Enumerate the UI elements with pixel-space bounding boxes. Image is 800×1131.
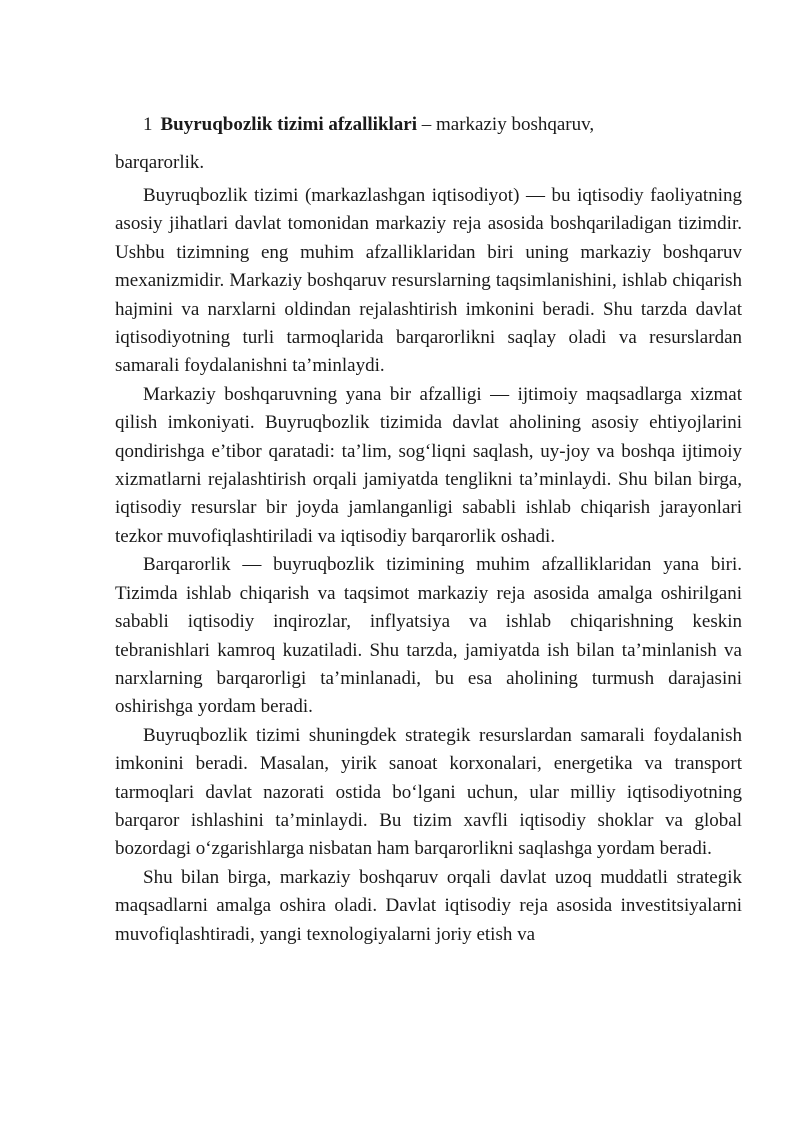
section-title: Buyruqbozlik tizimi afzalliklari: [160, 114, 418, 135]
section-title-rest: – markaziy boshqaruv,: [421, 114, 595, 135]
paragraph-1: Buyruqbozlik tizimi (markazlashgan iqtisodiyot) — bu iqtisodiy faoliyatning asosiy jihatlari davlat tomonidan markaziy reja asosida boshqariladigan tizimdir. Ushbu tizimning eng muhim afzalliklaridan biri uning markaziy boshqaruv mexanizmidir. Markaziy boshqaruv resurslarning taqsimlanishini, ishlab chiqarish hajmini va narxlarni oldindan rejalashtirish imkonini beradi. Shu tarzda davlat iqtisodiyotning turli tarmoqlarida barqarorlikni saqlay oladi va resurslardan samarali foydalanishni ta’minlaydi.: [115, 185, 742, 377]
section-heading-continuation: barqarorlik.: [115, 152, 205, 173]
paragraph-4: Buyruqbozlik tizimi shuningdek strategik resurslardan samarali foydalanish imkonini beradi. Masalan, yirik sanoat korxonalari, energetika va transport tarmoqlari davlat nazorati ostida bo‘lgani uchun, ular milliy iqtisodiyotning barqaror ishlashini ta’minlaydi. Bu tizim xavfli iqtisodiy shoklar va global bozordagi o‘zgarishlarga nisbatan ham barqarorlikni saqlashga yordam beradi.: [115, 724, 742, 860]
paragraph-2: Markaziy boshqaruvning yana bir afzalligi — ijtimoiy maqsadlarga xizmat qilish imkoniyati. Buyruqbozlik tizimida davlat aholining asosiy ehtiyojlarini qondirishga e’tibor qaratadi: ta’lim, sog‘liqni saqlash, uy-joy va boshqa ijtimoiy xizmatlarni rejalashtirish orqali jamiyatda tenglikni ta’minlaydi. Shu bilan birga, iqtisodiy resurslar bir joyda jamlanganligi sababli ishlab chiqarish jarayonlari tezkor muvofiqlashtiriladi va iqtisodiy barqarorlik oshadi.: [115, 383, 742, 547]
paragraph-5: Shu bilan birga, markaziy boshqaruv orqali davlat uzoq muddatli strategik maqsadlarni amalga oshira oladi. Davlat iqtisodiy reja asosida investitsiyalarni muvofiqlashtiradi, yangi texnologiyalarni joriy etish va: [115, 866, 742, 945]
paragraph-3: Barqarorlik — buyruqbozlik tizimining muhim afzalliklaridan yana biri. Tizimda ishlab chiqarish va taqsimot markaziy reja asosida amalga oshirilgani sababli iqtisodiy inqirozlar, inflyatsiya va ishlab chiqarishning keskin tebranishlari kamroq kuzatiladi. Shu tarzda, jamiyatda ish bilan ta’minlanish va narxlarning barqarorligi ta’minlanadi, bu esa aholining turmush darajasini oshirishga yordam beradi.: [115, 554, 742, 718]
section-number: 1: [143, 114, 153, 135]
document-page: [115, 104, 742, 949]
section-heading: [115, 104, 742, 138]
